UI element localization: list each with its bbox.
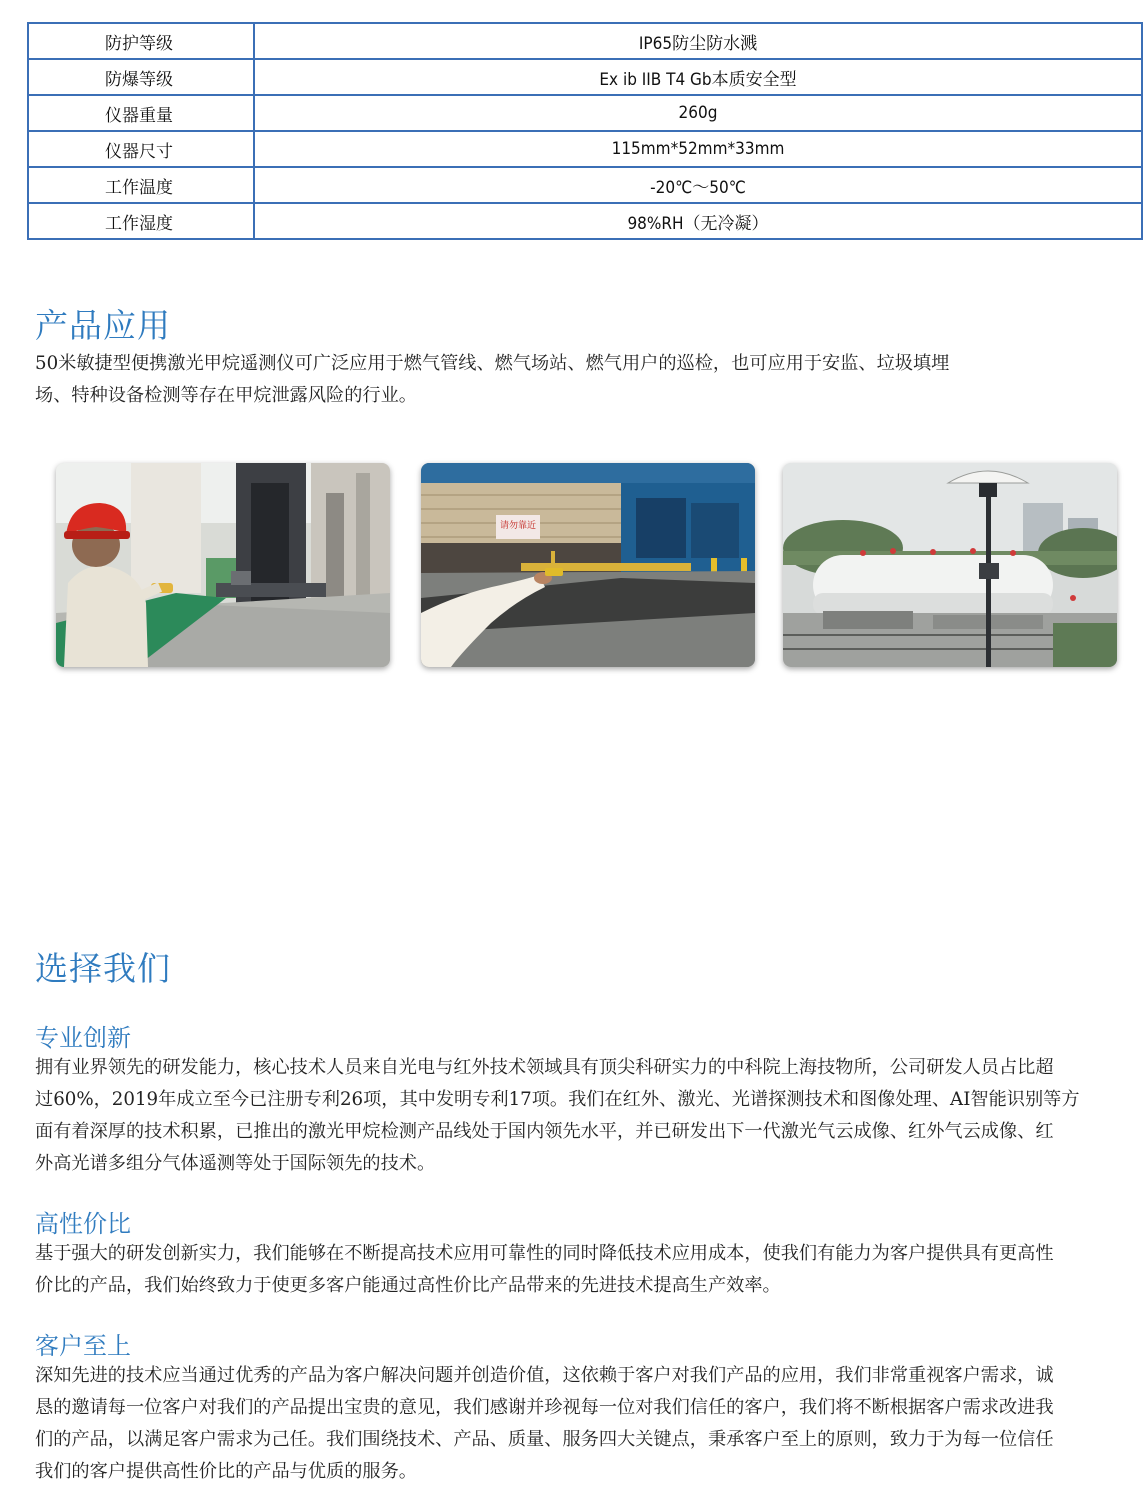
spec-value: Ex ib IIB T4 Gb本质安全型 <box>254 59 1142 95</box>
body-line: 过60%，2019年成立至今已注册专利26项，其中发明专利17项。我们在红外、激光、光谱探测技术和图像处理、AI智能识别等方 <box>35 1089 1080 1110</box>
photo-lng-station-art <box>783 463 1117 667</box>
section-body-value <box>35 1238 1115 1302</box>
section-heading-innovation: 专业创新 <box>35 1024 131 1052</box>
section-body-innovation <box>35 1052 1115 1180</box>
warning-sign-text: 请勿靠近 <box>499 521 537 531</box>
spec-label: 仪器重量 <box>28 95 254 131</box>
section-body-customer <box>35 1360 1115 1488</box>
spec-value: IP65防尘防水溅 <box>254 23 1142 59</box>
spec-table <box>27 22 1143 240</box>
spec-row-humidity <box>28 203 1142 239</box>
application-title: 产品应用 <box>35 306 171 345</box>
section-heading-customer: 客户至上 <box>35 1332 131 1360</box>
spec-value: 115mm*52mm*33mm <box>254 131 1142 167</box>
photo-worker-inspection <box>56 463 390 667</box>
spec-value: -20℃～50℃ <box>254 167 1142 203</box>
body-line: 面有着深厚的技术积累，已推出的激光甲烷检测产品线处于国内领先水平，并已研发出下一代激光气云成像、红外气云成像、红 <box>35 1121 1054 1142</box>
spec-label: 防爆等级 <box>28 59 254 95</box>
application-description <box>35 348 1115 412</box>
spec-row-size <box>28 131 1142 167</box>
spec-label: 仪器尺寸 <box>28 131 254 167</box>
body-line: 基于强大的研发创新实力，我们能够在不断提高技术应用可靠性的同时降低技术应用成本，使我们有能力为客户提供具有更高性 <box>35 1243 1054 1264</box>
spec-label: 工作温度 <box>28 167 254 203</box>
body-line: 价比的产品，我们始终致力于使更多客户能通过高性价比产品带来的先进技术提高生产效率。 <box>35 1275 781 1296</box>
body-line: 们的产品，以满足客户需求为己任。我们围绕技术、产品、质量、服务四大关键点，秉承客户至上的原则，致力于为每一位信任 <box>35 1429 1054 1450</box>
spec-row-weight <box>28 95 1142 131</box>
spec-label: 防护等级 <box>28 23 254 59</box>
spec-row-temperature <box>28 167 1142 203</box>
section-heading-value: 高性价比 <box>35 1210 131 1238</box>
application-line: 50米敏捷型便携激光甲烷遥测仪可广泛应用于燃气管线、燃气场站、燃气用户的巡检，也可应用于安监、垃圾填埋 <box>35 353 950 374</box>
body-line: 深知先进的技术应当通过优秀的产品为客户解决问题并创造价值，这依赖于客户对我们产品的应用，我们非常重视客户需求，诚 <box>35 1365 1054 1386</box>
spec-value: 98%RH（无冷凝） <box>254 203 1142 239</box>
photo-lng-station <box>783 463 1117 667</box>
choose-us-title: 选择我们 <box>35 949 171 988</box>
photo-pipeline-detection <box>421 463 755 667</box>
spec-value: 260g <box>254 95 1142 131</box>
application-line: 场、特种设备检测等存在甲烷泄露风险的行业。 <box>35 385 417 406</box>
spec-label: 工作湿度 <box>28 203 254 239</box>
spec-row-explosion-proof <box>28 59 1142 95</box>
spec-row-protection <box>28 23 1142 59</box>
body-line: 拥有业界领先的研发能力，核心技术人员来自光电与红外技术领域具有顶尖科研实力的中科院上海技物所，公司研发人员占比超 <box>35 1057 1054 1078</box>
photo-pipeline-detection-art <box>421 463 755 667</box>
body-line: 我们的客户提供高性价比的产品与优质的服务。 <box>35 1461 417 1482</box>
body-line: 外高光谱多组分气体遥测等处于国际领先的技术。 <box>35 1153 436 1174</box>
body-line: 恳的邀请每一位客户对我们的产品提出宝贵的意见，我们感谢并珍视每一位对我们信任的客户，我们将不断根据客户需求改进我 <box>35 1397 1054 1418</box>
photo-worker-inspection-art <box>56 463 390 667</box>
